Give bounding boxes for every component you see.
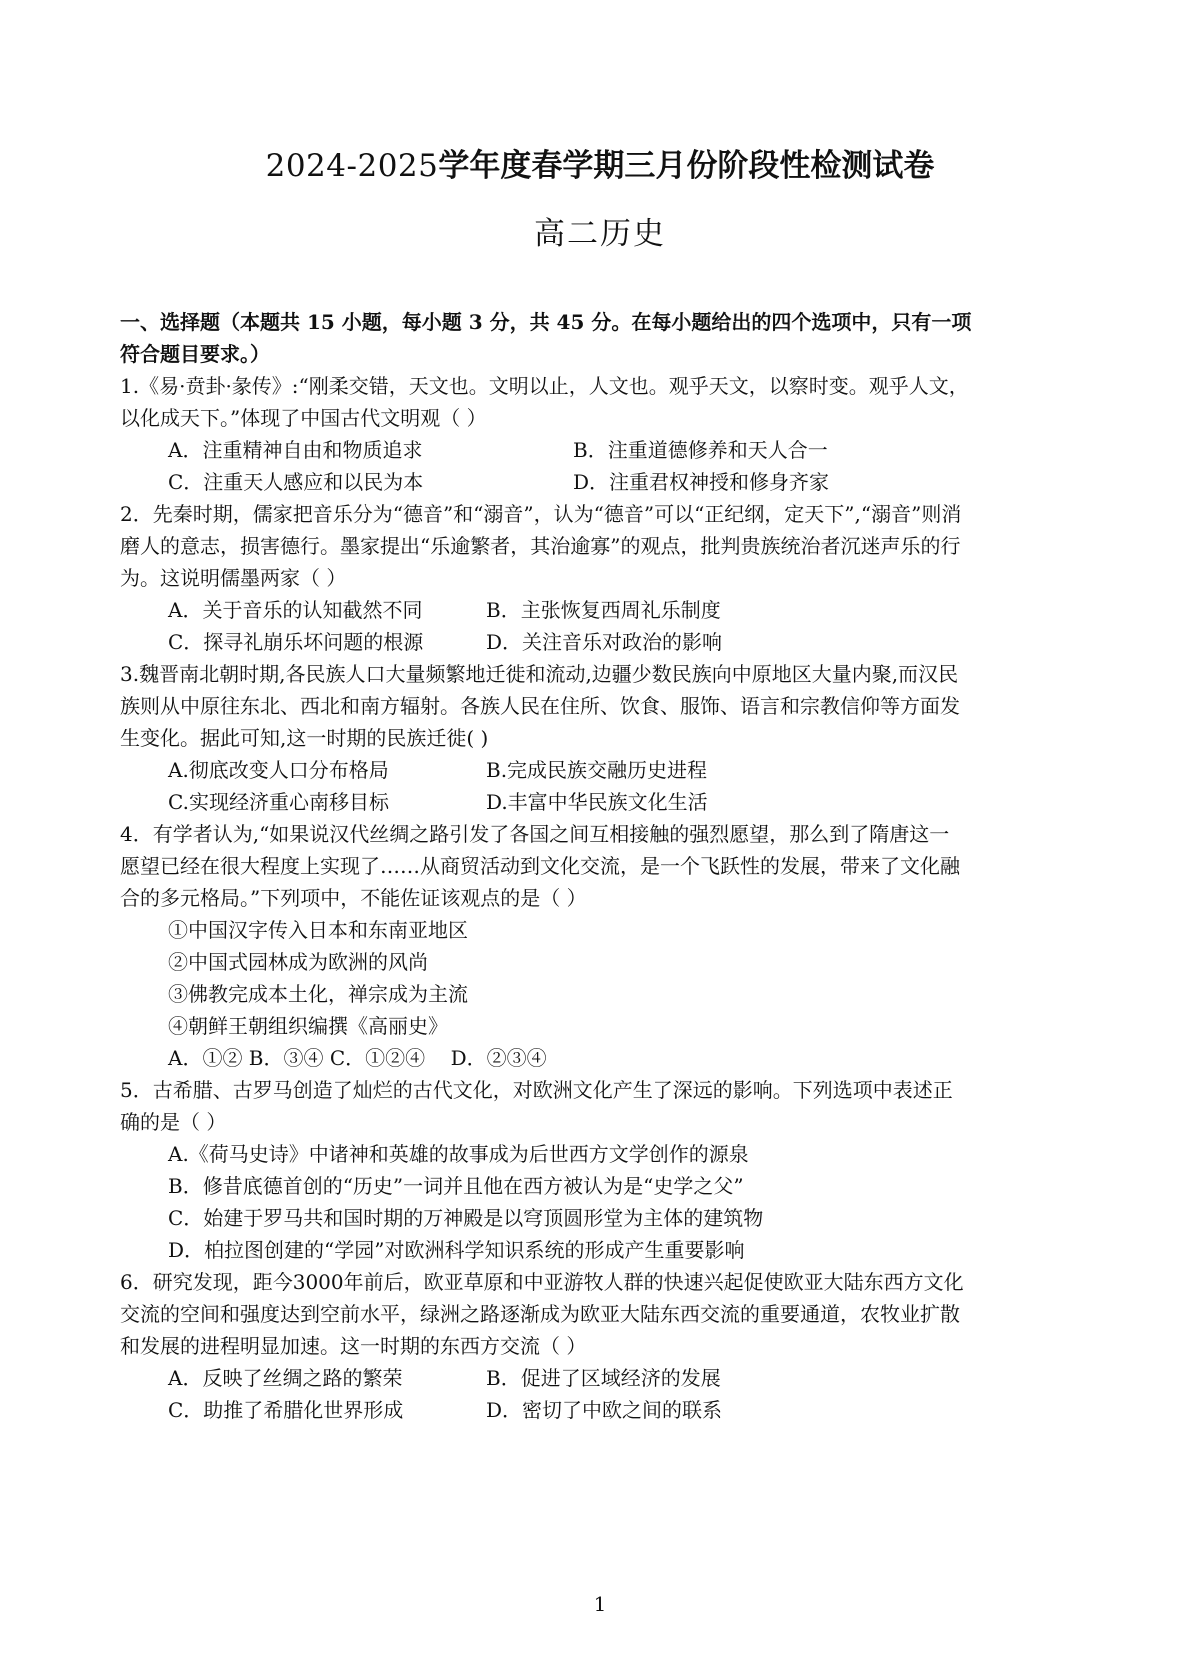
- question-text-line: 4．有学者认为,“如果说汉代丝绸之路引发了各国之间互相接触的强烈愿望，那么到了隋唐这一: [120, 822, 950, 846]
- option-c: C．探寻礼崩乐坏问题的根源: [168, 630, 424, 654]
- option-d: D．柏拉图创建的“学园”对欧洲科学知识系统的形成产生重要影响: [168, 1238, 745, 1262]
- question-text-line: 交流的空间和强度达到空前水平，绿洲之路逐渐成为欧亚大陆东西交流的重要通道，农牧业扩散: [120, 1302, 960, 1326]
- question-text-line: 3.魏晋南北朝时期,各民族人口大量频繁地迁徙和流动,边疆少数民族向中原地区大量内聚,而汉民: [120, 662, 959, 686]
- question-text-line: 6．研究发现，距今3000年前后，欧亚草原和中亚游牧人群的快速兴起促使欧亚大陆东西方文化: [120, 1270, 964, 1294]
- option-a: A．关于音乐的认知截然不同: [168, 598, 423, 622]
- option-row: [120, 1362, 1080, 1394]
- option-a: A.彻底改变人口分布格局: [168, 758, 389, 782]
- question-text-line: 以化成天下。”体现了中国古代文明观（ ）: [120, 406, 487, 430]
- question-text-line: 磨人的意志，损害德行。墨家提出“乐逾繁者，其治逾寡”的观点，批判贵族统治者沉迷声乐的行: [120, 534, 961, 558]
- option-b: B．促进了区域经济的发展: [486, 1366, 721, 1390]
- option-b: B．主张恢复西周礼乐制度: [486, 598, 721, 622]
- exam-body: [120, 306, 1080, 1426]
- question-text-line: 族则从中原往东北、西北和南方辐射。各族人民在住所、饮食、服饰、语言和宗教信仰等方面发: [120, 694, 960, 718]
- question-text-line: 1.《易·贲卦·彖传》:“刚柔交错，天文也。文明以止，人文也。观乎天文，以察时变。观乎人文，: [120, 374, 969, 398]
- option-d: D．关注音乐对政治的影响: [486, 630, 723, 654]
- title-year: 2024-2025: [265, 148, 439, 184]
- question-2: [120, 498, 1080, 658]
- page-number: 1: [593, 1592, 607, 1616]
- option-a: A．注重精神自由和物质追求: [168, 438, 423, 462]
- statement-item: ③佛教完成本土化，禅宗成为主流: [168, 982, 468, 1006]
- option-c: C．注重天人感应和以民为本: [168, 470, 424, 494]
- question-text-line: 确的是（ ）: [120, 1110, 227, 1134]
- question-text-line: 愿望已经在很大程度上实现了……从商贸活动到文化交流，是一个飞跃性的发展，带来了文化融: [120, 854, 960, 878]
- question-text-line: 合的多元格局。”下列项中，不能佐证该观点的是（ ）: [120, 886, 587, 910]
- section-heading-line-2: 符合题目要求。）: [120, 342, 270, 366]
- question-5: [120, 1074, 1080, 1266]
- exam-subtitle: 高二历史: [534, 216, 666, 252]
- option-row: [120, 434, 1080, 466]
- option-row: [120, 1394, 1080, 1426]
- question-text-line: 2．先秦时期，儒家把音乐分为“德音”和“溺音”，认为“德音”可以“正纪纲，定天下”,“溺音”则消: [120, 502, 962, 526]
- statement-item: ④朝鲜王朝组织编撰《高丽史》: [168, 1014, 448, 1038]
- question-text-line: 5．古希腊、古罗马创造了灿烂的古代文化，对欧洲文化产生了深远的影响。下列选项中表述正: [120, 1078, 953, 1102]
- question-text-line: 生变化。据此可知,这一时期的民族迁徙( ): [120, 726, 489, 750]
- option-c: C．始建于罗马共和国时期的万神殿是以穹顶圆形堂为主体的建筑物: [168, 1206, 764, 1230]
- option-row: A．①② B．③④ C．①②④ D．②③④: [168, 1046, 547, 1070]
- option-d: D.丰富中华民族文化生活: [486, 790, 708, 814]
- option-a: A.《荷马史诗》中诸神和英雄的故事成为后世西方文学创作的源泉: [168, 1142, 749, 1166]
- question-text-line: 为。这说明儒墨两家（ ）: [120, 566, 347, 590]
- option-d: D．密切了中欧之间的联系: [486, 1398, 723, 1422]
- question-4: [120, 818, 1080, 1074]
- option-b: B.完成民族交融历史进程: [486, 758, 708, 782]
- question-text-line: 和发展的进程明显加速。这一时期的东西方交流（ ）: [120, 1334, 587, 1358]
- option-d: D．注重君权神授和修身齐家: [573, 470, 830, 494]
- statement-item: ②中国式园林成为欧洲的风尚: [168, 950, 428, 974]
- title-main: 学年度春学期三月份阶段性检测试卷: [438, 148, 935, 184]
- section-heading-line-1: 一、选择题（本题共 15 小题，每小题 3 分，共 45 分。在每小题给出的四个选项中，只有一项: [120, 310, 972, 334]
- statement-item: ①中国汉字传入日本和东南亚地区: [168, 918, 468, 942]
- option-b: B．注重道德修养和天人合一: [573, 438, 828, 462]
- question-1: [120, 370, 1080, 498]
- option-row: [120, 626, 1080, 658]
- option-c: C．助推了希腊化世界形成: [168, 1398, 404, 1422]
- option-row: [120, 754, 1080, 786]
- option-row: [120, 594, 1080, 626]
- option-row: [120, 466, 1080, 498]
- question-6: [120, 1266, 1080, 1426]
- option-c: C.实现经济重心南移目标: [168, 790, 389, 814]
- question-3: [120, 658, 1080, 818]
- exam-title: [0, 140, 1200, 185]
- option-row: [120, 786, 1080, 818]
- option-b: B．修昔底德首创的“历史”一词并且他在西方被认为是“史学之父”: [168, 1174, 744, 1198]
- option-a: A．反映了丝绸之路的繁荣: [168, 1366, 403, 1390]
